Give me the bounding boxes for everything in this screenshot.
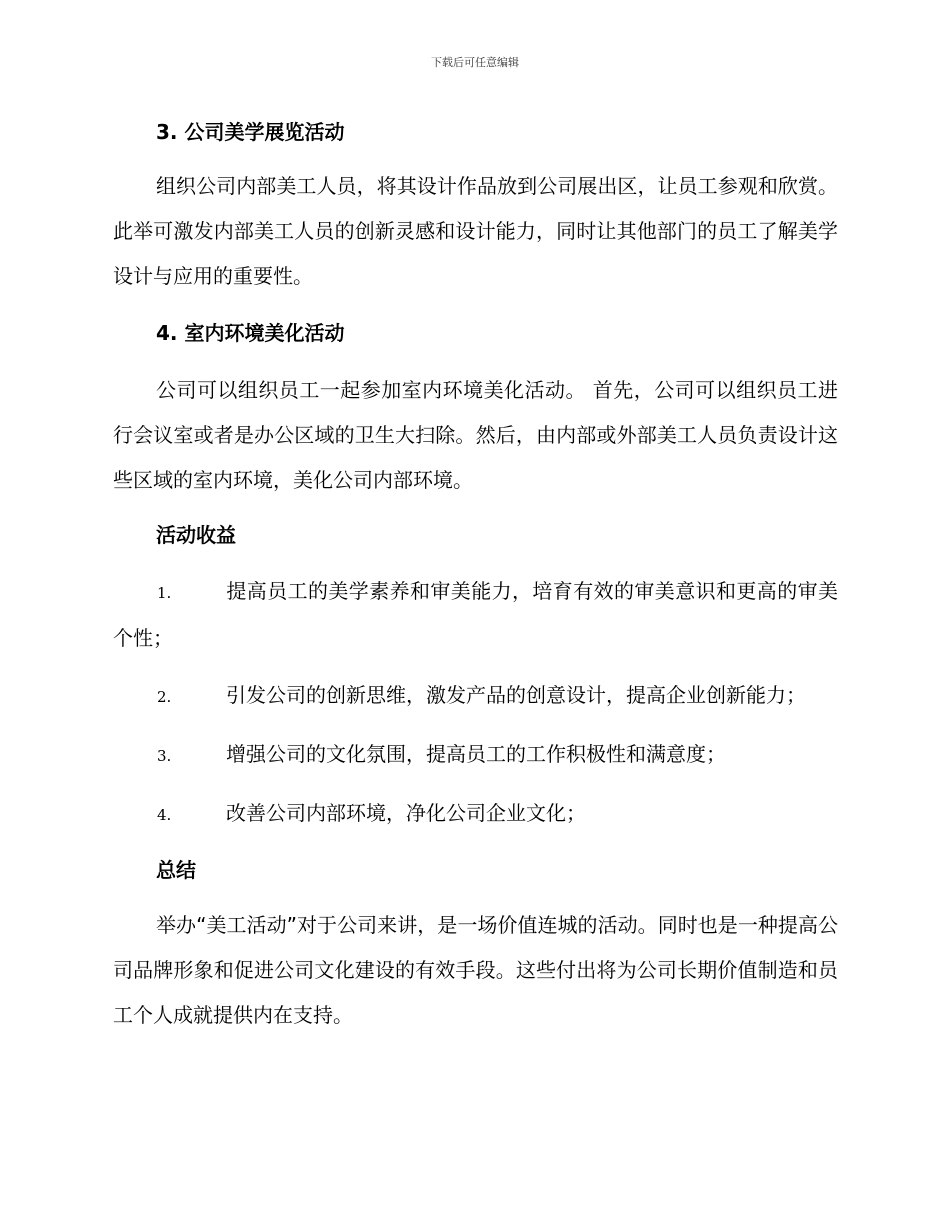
section-heading-summary: 总结 (156, 858, 196, 882)
list-item (113, 569, 838, 661)
list-item-text: 增强公司的文化氛围，提高员工的工作积极性和满意度； (226, 742, 726, 766)
list-item-number: 2. (157, 688, 172, 706)
list-item-text: 改善公司内部环境，净化公司企业文化； (226, 801, 586, 825)
section-heading-indoor-beautify: 4. 室内环境美化活动 (156, 321, 345, 345)
list-item-number: 1. (157, 584, 172, 602)
section-heading-art-exhibition: 3. 公司美学展览活动 (156, 120, 345, 144)
section-body-indoor-beautify: 公司可以组织员工一起参加室内环境美化活动。 首先，公司可以组织员工进行会议室或者是办公区域的卫生大扫除。然后，由内部或外部美工人员负责设计这些区域的室内环境，美化公司内部环境。 (113, 378, 838, 492)
list-item (113, 732, 838, 779)
header-note: 下载后可任意编辑 (431, 56, 519, 69)
list-item-text: 引发公司的创新思维，激发产品的创意设计，提高企业创新能力； (226, 683, 806, 707)
list-item-number: 3. (157, 747, 172, 765)
list-item-number: 4. (157, 806, 172, 824)
list-item-text: 提高员工的美学素养和审美能力，培育有效的审美意识和更高的审美个性； (113, 579, 838, 650)
section-body-summary: 举办“美工活动”对于公司来讲，是一场价值连城的活动。同时也是一种提高公司品牌形象和促进公司文化建设的有效手段。这些付出将为公司长期价值制造和员工个人成就提供内在支持。 (113, 913, 838, 1027)
section-body-art-exhibition: 组织公司内部美工人员，将其设计作品放到公司展出区，让员工参观和欣赏。此举可激发内部美工人员的创新灵感和设计能力，同时让其他部门的员工了解美学设计与应用的重要性。 (113, 174, 838, 288)
list-item (113, 673, 838, 720)
benefits-list (113, 569, 838, 838)
document-body (113, 110, 838, 1038)
section-heading-benefits: 活动收益 (156, 523, 236, 547)
list-item (113, 791, 838, 838)
